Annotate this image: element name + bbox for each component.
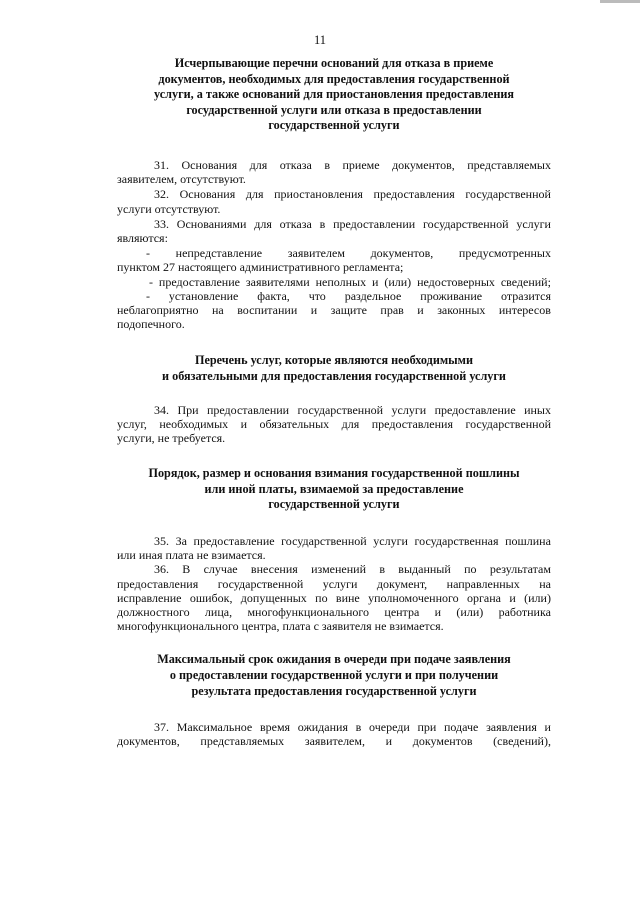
word: 33. [154,216,169,231]
word: отказа [279,157,312,172]
word: Основания [179,187,236,202]
word: предусмотренных [458,246,551,261]
word: воспитании [237,303,298,317]
word: услуги [391,402,427,417]
word: заявителем [287,246,345,261]
word: приостановления [274,187,363,202]
word: по [315,590,328,605]
scan-edge-mark [600,0,640,3]
word: и [385,734,393,749]
word: уполномоченного [368,590,459,605]
word: защите [330,303,367,317]
word: и [417,303,424,317]
word: документов, [370,246,434,261]
word: прав [380,303,404,317]
word: многофункционального [247,605,370,619]
word: предоставления [371,416,453,431]
list-item-missing-documents: - непредставление заявителем документов, предусмотренных пунктом 27 настоящего административного регламента; [117,246,551,275]
word: (сведений), [493,734,551,749]
word: и [544,720,551,735]
word: государственной [465,187,551,202]
paragraph-32: 32. Основания для приостановления предоставления государственной услуги отсутствуют. [117,187,551,216]
word: отказа [279,216,312,231]
word: случае [203,562,238,577]
word: работника [498,605,551,619]
word: результатам [489,562,551,577]
word: необходимых [159,416,229,431]
word: интересов [498,303,551,317]
word: и [434,605,442,619]
word: Основаниями [176,216,247,231]
word: неблагоприятно [117,303,199,317]
paragraph-34: 34. При предоставлении государственной услуги предоставление иных услуг, необходимых и обязательных для предоставления государственной услуги, не требуется. [117,402,551,445]
section-heading: Порядок, размер и основания взимания государственной пошлины или иной платы, взимаемой за предоставление государственной услуги [148,466,520,512]
word: государственная [414,533,499,548]
word: документов [412,734,473,749]
word: заявителем, [304,734,365,749]
section-heading: Исчерпывающие перечни оснований для отказа в приеме документов, необходимых для предоставления государственной услуги, а также оснований для приостановления предоставления государственной услуги или отказа в предоставлении государственной услуги [154,56,514,133]
word: направленных [446,576,520,591]
word: Максимальное [176,720,253,735]
word: предоставлении [206,402,290,417]
section-refusal-grounds [117,56,551,331]
paragraph-33: 33. Основаниями для отказа в предоставлении государственной услуги являются: [117,216,551,245]
word: услуги [322,576,358,591]
word: государственной [465,416,551,431]
word: государственной [422,216,509,231]
paragraph-36: 36. В случае внесения изменений в выданный по результатам предоставления государственной услуги документ, направленных на исправление ошибок, допущенных по вине уполномоченного органа и (или) должностного лица, многофункционального центра и (или) работника многофункционального центра, плата с заявителя не взимается. [117,562,551,634]
document-body [117,56,551,749]
word: для [245,187,264,202]
word: на [539,576,551,591]
word: факта, [257,288,290,303]
word: предоставления [117,576,199,591]
word: в [355,720,362,735]
paragraph-35: 35. За предоставление государственной услуги государственная пошлина или иная плата не взимается. [117,533,551,563]
word: предоставления [373,187,455,202]
word: в [379,562,385,577]
word: для [249,157,268,172]
word: предоставление [434,402,516,417]
word: очереди [369,720,410,735]
word: За [175,533,187,548]
word: сведений; [500,274,551,289]
section-heading: Перечень услуг, которые являются необходимыми и обязательными для предоставления государственной услуги [162,353,506,383]
page-number: 11 [313,33,327,47]
word: в [324,157,330,172]
word: - [146,246,150,261]
word: - [146,288,150,303]
word: выданный [398,562,451,577]
word: государственной [281,533,367,548]
word: допущенных [240,590,307,605]
word: время [259,720,291,735]
word: и [509,590,516,605]
paragraph-31: 31. Основания для отказа в приеме документов, представляемых заявителем, отсутствуют. [117,157,551,187]
word: заявления [486,720,537,735]
word: документов, [117,734,180,749]
word: и [240,416,248,431]
word: предоставлении [333,216,416,231]
word: должностного [117,605,190,619]
word: Основания [181,157,238,172]
word: 31. [154,157,169,172]
word: иных [524,402,551,417]
word: на [212,303,224,317]
word: что [308,288,326,303]
word: государственной [217,576,304,591]
word: (или) [524,590,551,605]
word: предоставление [158,274,240,289]
word: законных [437,303,486,317]
word: раздельное [344,288,402,303]
word: вине [335,590,360,605]
word: В [182,562,191,577]
word: исправление [117,590,182,605]
word: и [371,274,379,289]
word: 37. [154,720,169,735]
list-item-incomplete-data [117,275,551,289]
word: представляемых [467,157,551,172]
word: (или) [384,274,412,289]
word: при [417,720,437,735]
word: ошибок, [189,590,233,605]
word: органа [467,590,501,605]
word: 35. [154,533,169,548]
word: центра [384,605,420,619]
word: 36. [154,562,169,577]
word: услуги [373,533,408,548]
word: (или) [456,605,484,619]
word: проживание [420,288,483,303]
word: для [254,216,272,231]
word: пошлина [505,533,551,548]
word: изменений [311,562,367,577]
section-heading: Максимальный срок ожидания в очереди при подаче заявления о предоставлении государственной услуги и при получении результата предоставления государственной услуги [157,652,511,698]
section-mandatory-services [117,353,551,445]
word: 34. [154,402,169,417]
word: представляемых [200,734,285,749]
word: заявителями [245,274,310,289]
word: лица, [204,605,233,619]
word: приеме [342,157,380,172]
word: неполных [315,274,367,289]
word: непредставление [175,246,263,261]
word: услуг, [117,416,147,431]
word: недостоверных [417,274,495,289]
word: - [149,274,153,289]
word: государственной [297,402,384,417]
word: для [341,416,360,431]
word: и [310,303,318,317]
word: подаче [443,720,479,735]
section-state-fee [117,466,551,633]
word: документов, [392,157,455,172]
word: внесения [250,562,298,577]
word: ожидания [297,720,348,735]
word: установление [168,288,239,303]
word: обязательных [259,416,330,431]
word: отразится [501,288,551,303]
word: предоставление [193,533,275,548]
paragraph-37 [117,720,551,748]
word: услуги [516,216,551,231]
word: по [464,562,477,577]
word: 32. [154,187,169,202]
list-item-separate-residence: - установление факта, что раздельное проживание отразится неблагоприятно на воспитании и защите прав и законных интересов подопечного. [117,288,551,332]
section-max-queue-time [117,652,551,748]
word: При [177,402,199,417]
word: в [319,216,326,231]
word: документ, [376,576,428,591]
